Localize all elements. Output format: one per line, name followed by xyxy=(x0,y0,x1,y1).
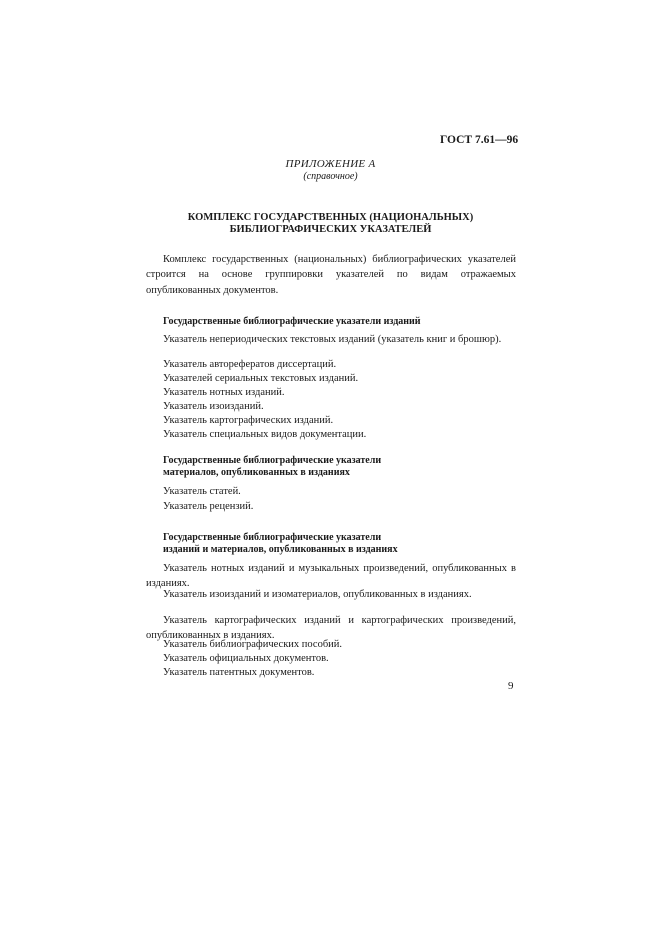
section-1-line: Указатель специальных видов документации. xyxy=(163,429,367,440)
appendix-subtitle: (справочное) xyxy=(303,171,358,182)
section-3-heading-line-2: изданий и материалов, опубликованных в изданиях xyxy=(163,544,398,555)
main-title-line-2: БИБЛИОГРАФИЧЕСКИХ УКАЗАТЕЛЕЙ xyxy=(229,224,432,235)
document-number: ГОСТ 7.61—96 xyxy=(440,134,519,146)
section-3-line: Указатель патентных документов. xyxy=(163,667,315,678)
page-number: 9 xyxy=(508,680,514,692)
section-1-line: Указатель картографических изданий. xyxy=(163,415,334,426)
section-1-paragraph-1: Указатель непериодических текстовых изданий (указатель книг и брошюр). xyxy=(163,334,502,345)
section-1-line: Указатель нотных изданий. xyxy=(163,387,285,398)
main-title-line-1: КОМПЛЕКС ГОСУДАРСТВЕННЫХ (НАЦИОНАЛЬНЫХ) xyxy=(187,212,474,223)
section-2-heading-line-2: материалов, опубликованных в изданиях xyxy=(163,467,350,478)
section-1-heading: Государственные библиографические указатели изданий xyxy=(163,316,421,327)
section-1-line: Указатель изоизданий. xyxy=(163,401,264,412)
appendix-title: ПРИЛОЖЕНИЕ А xyxy=(285,158,376,170)
section-3-line: Указатель библиографических пособий. xyxy=(163,639,343,650)
section-3-paragraph-3: Указатель картографических изданий и картографических произведений, опубликованных в изданиях. xyxy=(146,615,516,642)
intro-paragraph: Комплекс государственных (национальных) библиографических указателей строится на основе группировки указателей по видам отражаемых опубликованных документов. xyxy=(146,254,516,296)
section-1-line: Указателей сериальных текстовых изданий. xyxy=(163,373,359,384)
section-3-paragraph-1: Указатель нотных изданий и музыкальных произведений, опубликованных в изданиях. xyxy=(146,563,516,590)
section-1-line: Указатель авторефератов диссертаций. xyxy=(163,359,337,370)
section-2-line: Указатель рецензий. xyxy=(163,501,254,512)
section-2-heading-line-1: Государственные библиографические указатели xyxy=(163,455,382,466)
section-3-paragraph-2: Указатель изоизданий и изоматериалов, опубликованных в изданиях. xyxy=(163,589,472,600)
section-3-heading-line-1: Государственные библиографические указатели xyxy=(163,532,382,543)
section-3-line: Указатель официальных документов. xyxy=(163,653,329,664)
section-2-line: Указатель статей. xyxy=(163,486,241,497)
